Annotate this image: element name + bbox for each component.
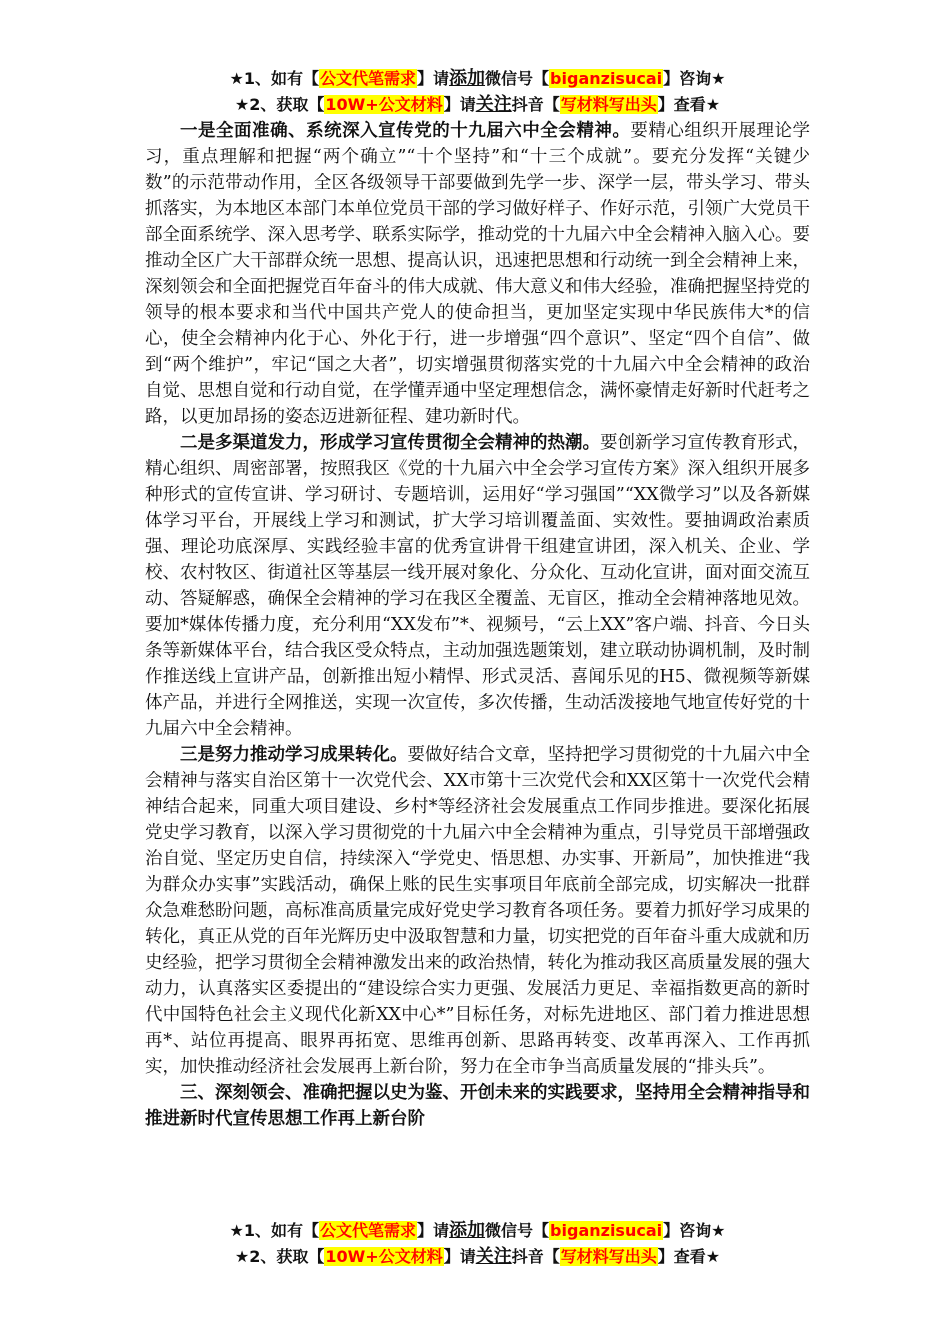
promo-text: ★2、获取【	[234, 95, 325, 114]
promo-text: 】请	[443, 1247, 476, 1266]
promo-highlight: 写材料写出头	[560, 95, 657, 114]
paragraph-3	[145, 742, 810, 1080]
paragraph-body: 要创新学习宣传教育形式，精心组织、周密部署，按照我区《党的十九届六中全会学习宣传方案》深入组织开展多种形式的宣传宣讲、学习研讨、专题培训，运用好“学习强国”“XX微学习”以及各新媒体学习平台，开展线上学习和测试，扩大学习培训覆盖面、实效性。要抽调政治素质强、理论功底深厚、实践经验丰富的优秀宣讲骨干组建宣讲团，深入机关、企业、学校、农村牧区、街道社区等基层一线开展对象化、分众化、互动化宣讲，面对面交流互动、答疑解惑，确保全会精神的学习在我区全覆盖、无盲区，推动全会精神落地见效。要加*媒体传播力度，充分利用“XX发布”*、视频号，“云上XX”客户端、抖音、今日头条等新媒体平台，结合我区受众特点，主动加强选题策划，建立联动协调机制，及时制作推送线上宣讲产品，创新推出短小精悍、形式灵活、喜闻乐见的H5、微视频等新媒体产品，并进行全网推送，实现一次宣传，多次传播，生动活泼接地气地宣传好党的十九届六中全会精神。	[145, 433, 810, 739]
paragraph-lead: 三是努力推动学习成果转化。	[180, 745, 408, 765]
promo-underline: 关注	[475, 1246, 512, 1267]
promo-highlight: 公文代笔需求	[320, 69, 417, 88]
promo-line-1	[145, 1218, 810, 1244]
section-heading: 三、深刻领会、准确把握以史为鉴、开创未来的实践要求，坚持用全会精神指导和推进新时代宣传思想工作再上新台阶	[145, 1083, 810, 1129]
promo-underline: 添加	[449, 68, 486, 89]
paragraph-body: 要精心组织开展理论学习，重点理解和把握“两个确立”“十个坚持”和“十三个成就”。要充分发挥“关键少数”的示范带动作用，全区各级领导干部要做到先学一步、深学一层，带头学习、带头抓落实，为本地区本部门本单位党员干部的学习做好样子、作好示范，引领广大党员干部全面系统学、深入思考学、联系实际学，推动党的十九届六中全会精神入脑入心。要推动全区广大干部群众统一思想、提高认识，迅速把思想和行动统一到全会精神上来，深刻领会和全面把握党百年奋斗的伟大成就、伟大意义和伟大经验，准确把握坚持党的领导的根本要求和当代中国共产党人的使命担当，更加坚定实现中华民族伟大*的信心，使全会精神内化于心、外化于行，进一步增强“四个意识”、坚定“四个自信”、做到“两个维护”，牢记“国之大者”，切实增强贯彻落实党的十九届六中全会精神的政治自觉、思想自觉和行动自觉，在学懂弄通中坚定理想信念，满怀豪情走好新时代赶考之路，以更加昂扬的姿态迈进新征程、建功新时代。	[145, 121, 811, 427]
promo-text: ★2、获取【	[234, 1247, 325, 1266]
paragraph-2	[145, 430, 810, 742]
top-promo-banner	[145, 66, 810, 118]
promo-text: 】请	[443, 95, 476, 114]
paragraph-body: 要做好结合文章，坚持把学习贯彻党的十九届六中全会精神与落实自治区第十一次党代会、XX市第十三次党代会和XX区第十一次党代会精神结合起来，同重大项目建设、乡村*等经济社会发展重点工作同步推进。要深化拓展党史学习教育，以深入学习贯彻党的十九届六中全会精神为重点，引导党员干部增强政治自觉、坚定历史自信，持续深入“学党史、悟思想、办实事、开新局”，加快推进“我为群众办实事”实践活动，确保上账的民生实事项目年底前全部完成，切实解决一批群众急难愁盼问题，高标准高质量完成好党史学习教育各项任务。要着力抓好学习成果的转化，真正从党的百年光辉历史中汲取智慧和力量，切实把党的百年奋斗重大成就和历史经验，把学习贯彻全会精神激发出来的政治热情，转化为推动我区高质量发展的强大动力，认真落实区委提出的“建设综合实力更强、发展活力更足、幸福指数更高的新时代中国特色社会主义现代化新XX中心*”目标任务，对标先进地区、部门着力推进思想再*、站位再提高、眼界再拓宽、思维再创新、思路再转变、改革再深入、工作再抓实，加快推动经济社会发展再上新台阶，努力在全市争当高质量发展的“排头兵”。	[145, 745, 810, 1077]
promo-text: 】请	[417, 69, 450, 88]
promo-text: ★1、如有【	[229, 1221, 319, 1240]
promo-highlight: biganzisucai	[550, 69, 663, 88]
promo-text: 】请	[417, 1221, 450, 1240]
promo-line-2	[145, 92, 810, 118]
promo-text: ★1、如有【	[229, 69, 319, 88]
promo-text: 微信号【	[485, 1221, 550, 1240]
promo-text: 抖音【	[511, 95, 560, 114]
promo-highlight: 公文代笔需求	[320, 1221, 417, 1240]
promo-line-2	[145, 1244, 810, 1270]
promo-text: 】咨询★	[663, 69, 726, 88]
paragraph-lead: 二是多渠道发力，形成学习宣传贯彻全会精神的热潮。	[180, 433, 600, 453]
paragraph-1	[145, 118, 810, 430]
bottom-promo-banner	[145, 1218, 810, 1270]
promo-line-1	[145, 66, 810, 92]
promo-text: 抖音【	[511, 1247, 560, 1266]
promo-text: 】咨询★	[663, 1221, 726, 1240]
promo-text: 】查看★	[657, 1247, 721, 1266]
paragraph-lead: 一是全面准确、系统深入宣传党的十九届六中全会精神。	[180, 121, 631, 141]
promo-highlight: 10W+公文材料	[325, 95, 443, 114]
promo-underline: 关注	[475, 94, 512, 115]
promo-underline: 添加	[449, 1220, 486, 1241]
promo-text: 】查看★	[657, 95, 721, 114]
promo-highlight: biganzisucai	[550, 1221, 663, 1240]
promo-highlight: 10W+公文材料	[325, 1247, 443, 1266]
promo-text: 微信号【	[485, 69, 550, 88]
promo-highlight: 写材料写出头	[560, 1247, 657, 1266]
